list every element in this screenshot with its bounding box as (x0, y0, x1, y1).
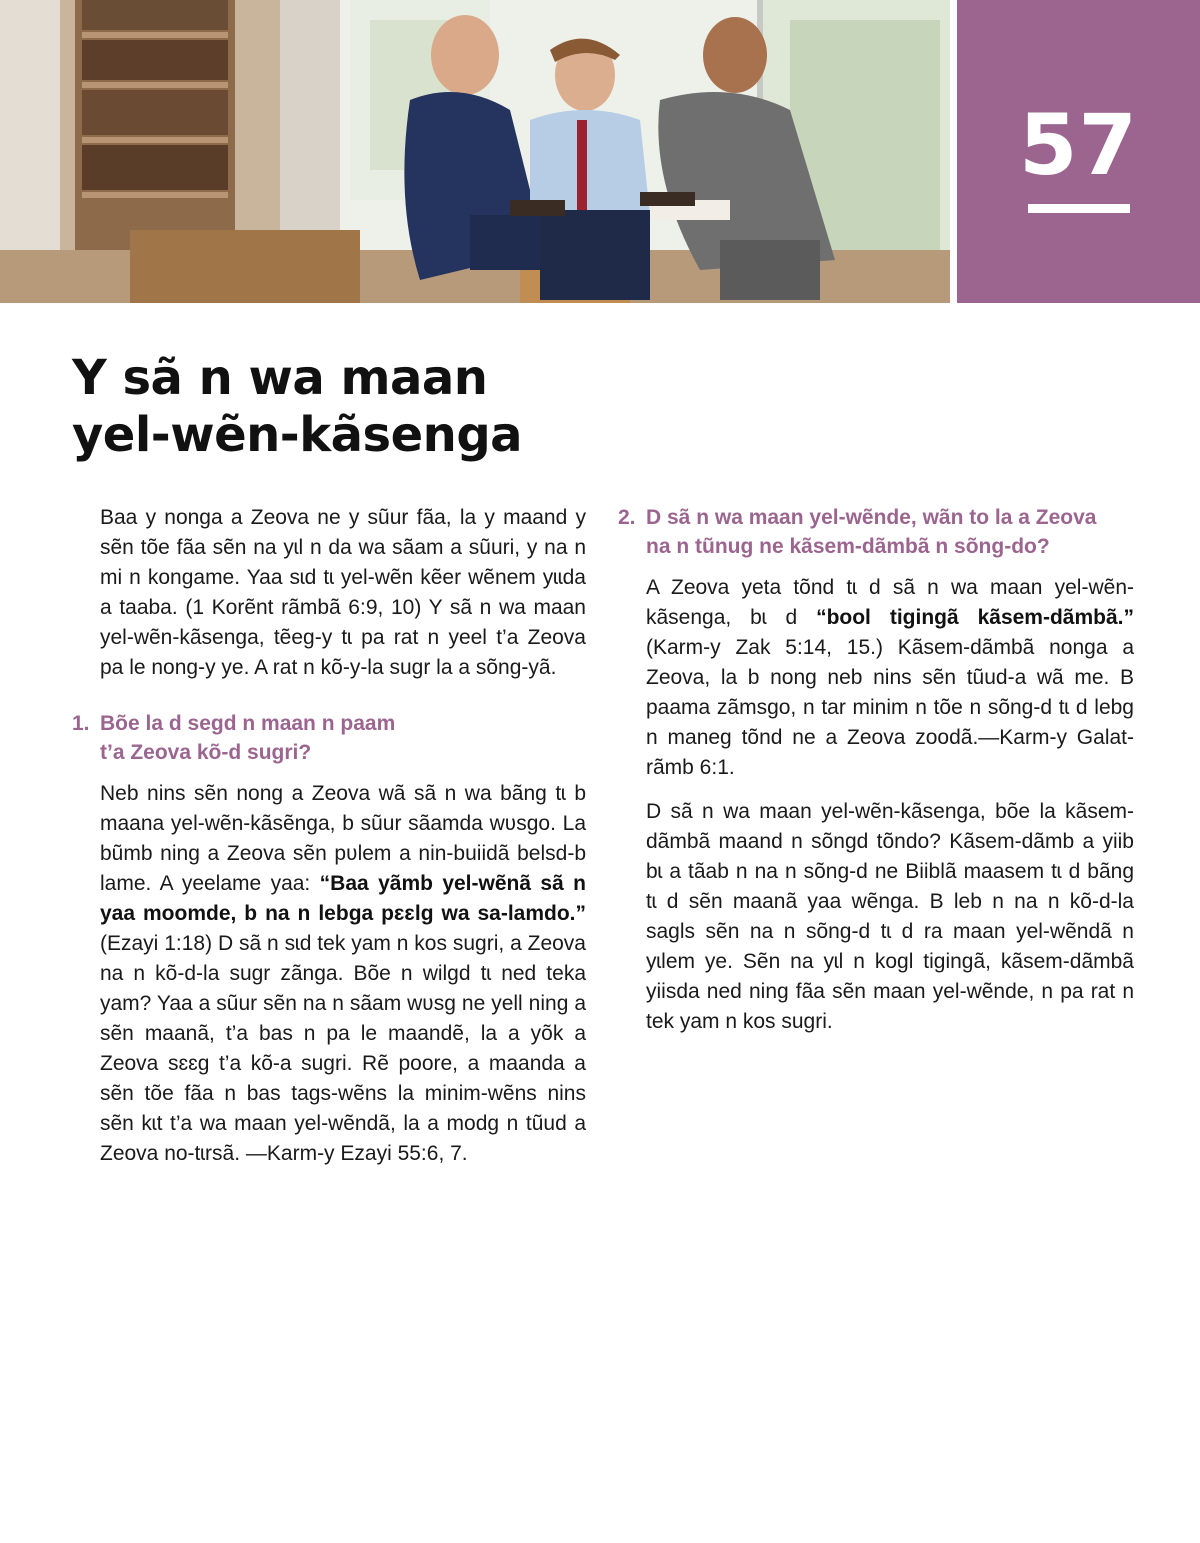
question-2-line-2: na n tũnug ne kãsem-dãmbã n sõng-do? (646, 535, 1050, 558)
question-1-paragraph (100, 779, 586, 1169)
question-1-number: 1. (72, 712, 90, 735)
right-column (618, 503, 1134, 1051)
title-line-2: yel-wẽn-kãsenga (72, 407, 523, 463)
lesson-rule (1028, 204, 1130, 213)
question-1 (72, 709, 586, 767)
hero-illustration (0, 0, 950, 303)
question-1-paragraph-end: (Ezayi 1:18) D sã n sɩd tek yam n kos sugri, a Zeova na n kõ-d-la sugr zãnga. Bõe n wilgd tɩ ned teka yam? Yaa a sũur sẽn na n sãam wʋsg ne yell ning a sẽn maanã, t’a bas n pa le maandẽ, la a yõk a Zeova sɛɛg t’a kõ-a sugri. Rẽ poore, a maanda a sẽn tõe fãa n bas tags-wẽns la minim-wẽns nins sẽn kɩt t’a wa maan yel-wẽndã, la a modg n tũud a Zeova no-tɩrsã. —Karm-y Ezayi 55:6, 7. (100, 932, 586, 1165)
bible-quote-ezayi: “Baa yãmb yel-wẽnã sã n yaa moomde, b na n lebga pɛɛlg wa sa-lamdo.” (100, 872, 586, 925)
hero-photo (0, 0, 950, 303)
question-2-paragraph-1-end: (Karm-y Zak 5:14, 15.) Kãsem-dãmbã nonga a Zeova, la b nong neb nins sẽn tũud-a wã me. B paama zãmsgo, n tar minim n tõe n sõng-d tɩ d lebg n maneg tõnd ne a Zeova zoodã.—Karm-y Galat-rãmb 6:1. (646, 636, 1134, 779)
question-2-paragraph-1-start: A Zeova yeta tõnd tɩ d sã n wa maan yel-wẽn-kãsenga, bɩ d (646, 576, 1134, 629)
question-2-number: 2. (618, 506, 636, 529)
question-1-text (100, 709, 586, 767)
question-1-paragraph-start: Neb nins sẽn nong a Zeova wã sã n wa bãng tɩ b maana yel-wẽn-kãsẽnga, b sũur sãamda wʋsgo. La bũmb ning a Zeova sẽn pʋlem a nin-buiidã belsd-b lame. A yeelame yaa: (100, 782, 586, 895)
question-2-line-1: D sã n wa maan yel-wẽnde, wãn to la a Zeova (646, 506, 1097, 529)
question-2-text (646, 503, 1134, 561)
question-2-paragraph-1 (646, 573, 1134, 783)
question-2-paragraph-2: D sã n wa maan yel-wẽn-kãsenga, bõe la kãsem-dãmbã maand n sõngd tõndo? Kãsem-dãmb a yiib bɩ a tãab n na n sõng-d ne Biiblã maasem tɩ d bãng tɩ d sẽn maanã yaa wẽnga. B leb n na n kõ-d-la sagls sẽn na n sõng-d tɩ d ra maan yel-wẽndã n yɩlem ye. Sẽn na yɩl n kogl tigingã, kãsem-dãmbã yiisda ned ning fãa sẽn maan yel-wẽnde, n pa rat n tek yam n kos sugri. (646, 800, 1134, 1033)
left-column (72, 503, 586, 1183)
page-title (72, 350, 772, 464)
bible-quote-zak: “bool tigingã kãsem-dãmbã.” (816, 606, 1134, 629)
lesson-badge (957, 0, 1200, 303)
intro-paragraph: Baa y nonga a Zeova ne y sũur fãa, la y maand y sẽn tõe fãa sẽn na yɩl n da wa sãam a sũuri, y na n mi n kongame. Yaa sɩd tɩ yel-wẽn kẽer wẽnem yɩɩda a taaba. (1 Korẽnt rãmbã 6:9, 10) Y sã n wa maan yel-wẽn-kãsenga, tẽeg-y tɩ pa rat n yeel t’a Zeova pa le nong-y ye. A rat n kõ-y-la sugr la a sõng-yã. (100, 506, 586, 679)
lesson-number: 57 (1019, 96, 1138, 194)
title-line-1: Y sã n wa maan (72, 350, 488, 406)
question-1-line-2: t’a Zeova kõ-d sugri? (100, 741, 312, 764)
question-1-line-1: Bõe la d segd n maan n paam (100, 712, 396, 735)
question-2 (618, 503, 1134, 561)
